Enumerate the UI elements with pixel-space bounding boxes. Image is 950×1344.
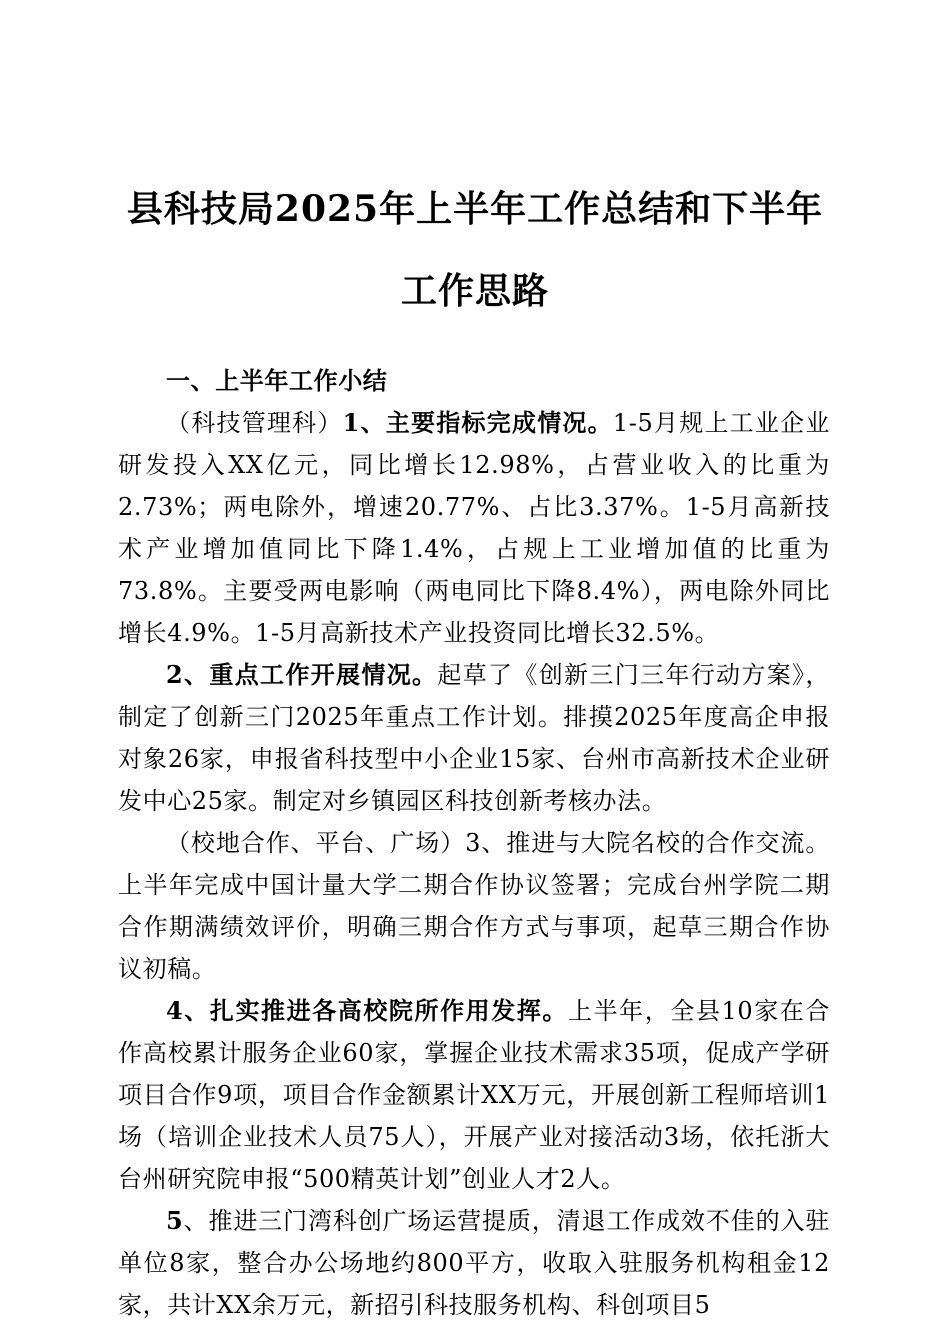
paragraph-text: 上半年，全县10家在合作高校累计服务企业60家，掌握企业技术需求35项，促成产学研项目合作9项，项目合作金额累计XX万元，开展创新工程师培训1场（培训企业技术人员75人），开展产业对接活动3场，依托浙大台州研究院申报“500精英计划”创业人才2人。 xyxy=(118,997,830,1193)
document-title: 县科技局2025年上半年工作总结和下半年工作思路 xyxy=(126,188,824,312)
paragraph-text: 、推进三门湾科创广场运营提质，清退工作成效不佳的入驻单位8家，整合办公场地约800平方，收取入驻服务机构租金12家，共计XX余万元，新招引科技服务机构、科创项目5 xyxy=(118,1207,830,1319)
paragraph-cooperation xyxy=(118,822,830,990)
paragraph-plaza xyxy=(118,1200,830,1326)
paragraph-lead: 1、主要指标完成情况。 xyxy=(342,408,613,437)
paragraph-key-work xyxy=(118,654,830,822)
paragraph-prefix: （校地合作、平台、广场） xyxy=(166,829,466,857)
paragraph-lead: 2、重点工作开展情况。 xyxy=(166,660,438,689)
paragraph-text: 3、推进与大院名校的合作交流。上半年完成中国计量大学二期合作协议签署；完成台州学院二期合作期满绩效评价，明确三期合作方式与事项，起草三期合作协议初稿。 xyxy=(118,829,830,983)
paragraph-text: 1-5月规上工业企业研发投入XX亿元，同比增长12.98%，占营业收入的比重为2.73%；两电除外，增速20.77%、占比3.37%。1-5月高新技术产业增加值同比下降1.4%，占规上工业增加值的比重为73.8%。主要受两电影响（两电同比下降8.4%），两电除外同比增长4.9%。1-5月高新技术产业投资同比增长32.5%。 xyxy=(118,409,830,647)
paragraph-main-indicators xyxy=(118,402,830,654)
paragraph-prefix: （科技管理科） xyxy=(166,409,343,437)
paragraph-lead: 4、扎实推进各高校院所作用发挥。 xyxy=(166,996,569,1025)
paragraph-lead: 5 xyxy=(166,1206,184,1235)
document-body xyxy=(118,360,830,1326)
section-heading: 一、上半年工作小结 xyxy=(166,366,388,395)
paragraph-universities xyxy=(118,990,830,1200)
paragraph-text: 起草了《创新三门三年行动方案》，制定了创新三门2025年重点工作计划。排摸2025年度高企申报对象26家，申报省科技型中小企业15家、台州市高新技术企业研发中心25家。制定对乡镇园区科技创新考核办法。 xyxy=(118,661,830,815)
